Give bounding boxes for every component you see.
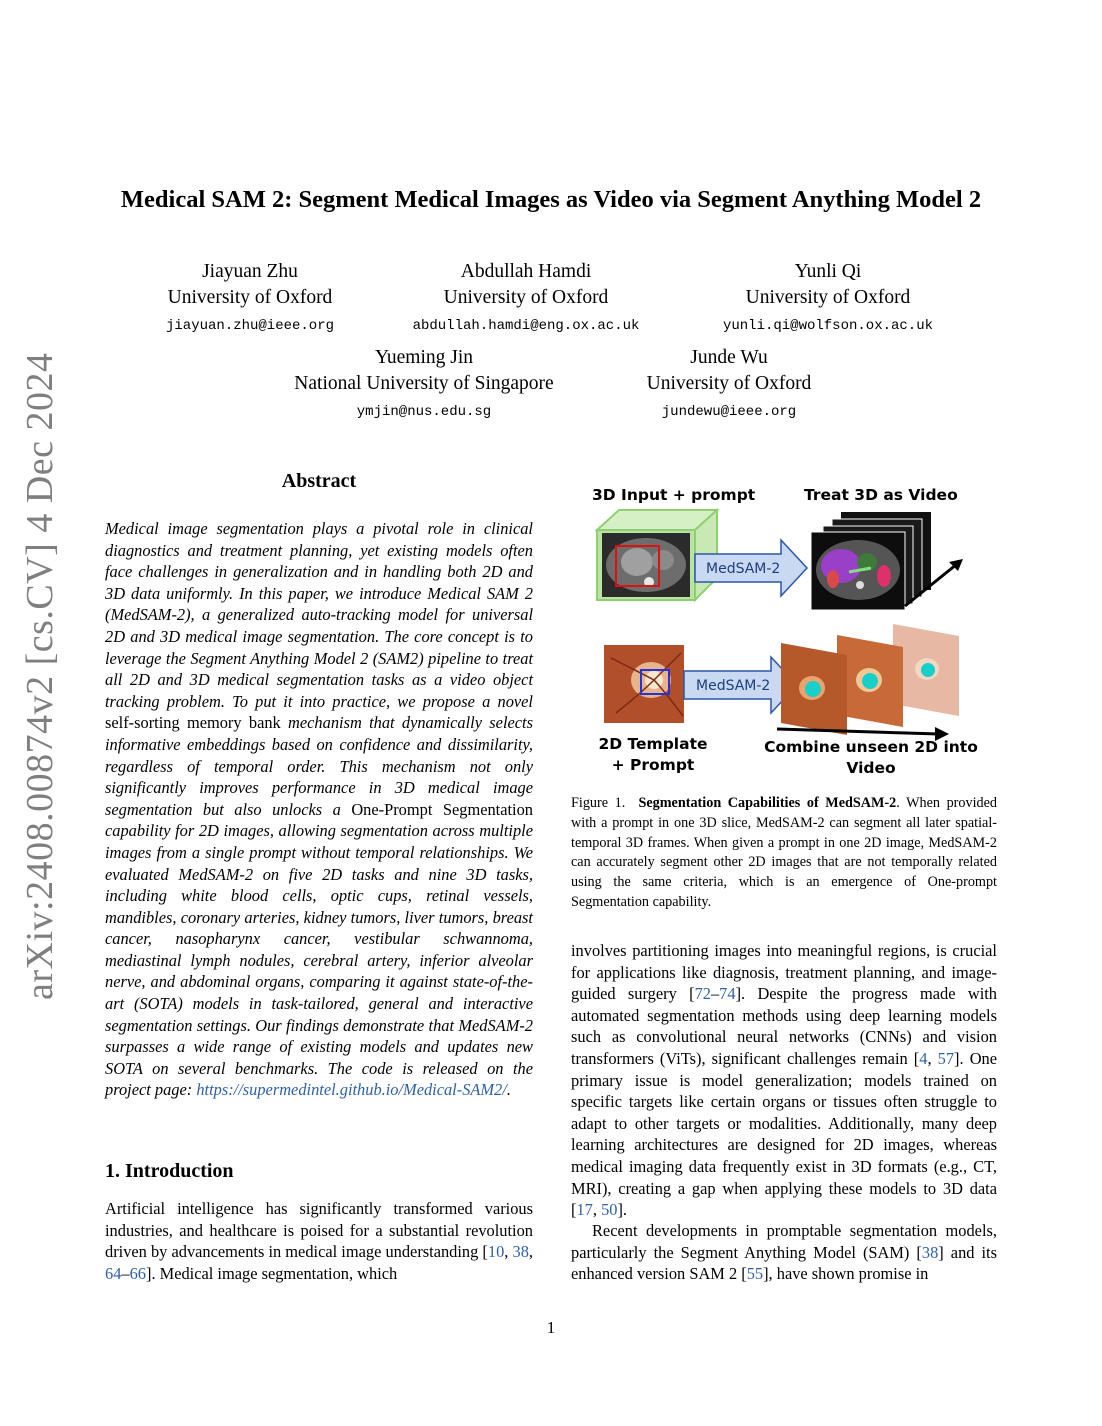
- author-email: ymjin@nus.edu.sg: [356, 404, 492, 420]
- abstract-text: Medical image segmentation plays a pivotal role in clinical diagnostics and treatment planning, yet existing models often face challenges in generalization and in handling both 2D and 3D data uniformly. In this paper, we introduce Medical SAM 2 (MedSAM-2), a generalized auto-tracking model for universal 2D and 3D medical image segmentation. The core concept is to leverage the Segment Anything Model 2 (SAM2) pipeline to treat all 2D and 3D medical segmentation tasks as a video object tracking problem. To put it into practice, we propose a novel self-sorting memory bank mechanism that dynamically selects informative embeddings based on confidence and dissimilarity, regardless of temporal order. This mechanism not only significantly improves performance in 3D medical image segmentation but also unlocks a One-Prompt Segmentation capability for 2D images, allowing segmentation across multiple images from a single prompt without temporal relationships. We evaluated MedSAM-2 on five 2D tasks and nine 3D tasks, including white blood cells, optic cups, retinal vessels, mandibles, coronary arteries, kidney tumors, liver tumors, breast cancer, nasopharynx cancer, vestibular schwannoma, mediastinal lymph nodules, cerebral artery, inferior alveolar nerve, and abdominal organs, comparing it against state-of-the-art (SOTA) models in task-tailored, general and interactive segmentation settings. Our findings demonstrate that MedSAM-2 surpasses a wide range of existing models and updates new SOTA on several benchmarks. The code is released on the project page: https://supermedintel.github.io/Medical-SAM2/.: [105, 519, 533, 1100]
- citation-link[interactable]: 66: [129, 1263, 146, 1283]
- segmented-ct-stack: [811, 512, 931, 610]
- intro-paragraph-right: involves partitioning images into meaningful regions, is crucial for applications like diagnosis, treatment planning, and image-guided surgery [72–74]. Despite the progress made with automated segmentation methods using deep learning models such as convolutional neural networks (CNNs) and vision transformers (ViTs), significant challenges remain [4, 57]. One primary issue is model generalization; models trained on specific targets like certain organs or tissues often struggle to adapt to other targets or modalities. Additionally, many deep learning architectures are designed for 2D images, whereas medical imaging data frequently exist in 3D formats (e.g., CT, MRI), creating a gap when applying these models to 3D data [17, 50].: [571, 941, 997, 1220]
- author-name: Junde Wu: [690, 347, 768, 368]
- author-affiliation: University of Oxford: [443, 287, 609, 308]
- citation-link[interactable]: 38: [512, 1242, 529, 1262]
- intro-heading: 1. Introduction: [105, 1160, 234, 1182]
- label-combine-2d: Combine unseen 2D into: [764, 738, 978, 756]
- author-name: Yunli Qi: [794, 261, 862, 282]
- author-affiliation: University of Oxford: [646, 373, 812, 394]
- label-2d-template-prompt: + Prompt: [611, 756, 695, 774]
- retina-frame: [781, 643, 847, 735]
- author-name: Yueming Jin: [374, 347, 474, 368]
- author-name: Jiayuan Zhu: [202, 261, 298, 282]
- citation-link[interactable]: 57: [937, 1048, 955, 1068]
- citation-link[interactable]: 50: [601, 1200, 618, 1220]
- caption-title: Segmentation Capabilities of MedSAM-2: [638, 795, 897, 811]
- author-block: [620, 345, 838, 427]
- label-3d-input: 3D Input + prompt: [592, 486, 756, 504]
- author-block: [268, 345, 580, 427]
- citation-link[interactable]: 38: [921, 1242, 939, 1262]
- citation-link[interactable]: 10: [487, 1242, 505, 1262]
- label-treat-3d-as-video: Treat 3D as Video: [804, 486, 958, 504]
- intro-paragraph-left: Artificial intelligence has significantly transformed various industries, and healthcare is poised for a substantial revolution driven by advancements in medical image understanding [10, 38, 64–66]. Medical image segmentation, which: [105, 1199, 533, 1283]
- author-email: jundewu@ieee.org: [661, 404, 797, 420]
- author-email: jiayuan.zhu@ieee.org: [165, 318, 335, 334]
- author-affiliation: University of Oxford: [167, 287, 333, 308]
- citation-link[interactable]: 55: [746, 1264, 764, 1284]
- citation-link[interactable]: 72: [694, 984, 711, 1004]
- medsam2-arrow: [684, 657, 797, 713]
- author-name: Abdullah Hamdi: [460, 261, 592, 282]
- author-block: [380, 259, 672, 341]
- citation-link[interactable]: 74: [719, 984, 736, 1004]
- term-memory-bank: self-sorting memory bank: [105, 713, 281, 733]
- author-block: [130, 259, 370, 341]
- figure-1-caption: Figure 1. Segmentation Capabilities of MedSAM-2. When provided with a prompt in one 3D slice, MedSAM-2 can segment all later spatial-temporal 3D frames. When given a prompt in one 2D image, MedSAM-2 can accurately segment other 2D images that are not temporally related using the same criteria, which is an emergence of One-prompt Segmentation capability.: [571, 795, 998, 910]
- author-email: yunli.qi@wolfson.ox.ac.uk: [722, 318, 934, 334]
- author-affiliation: National University of Singapore: [294, 373, 554, 394]
- citation-link[interactable]: 64: [105, 1263, 122, 1283]
- figure-1: [571, 478, 981, 784]
- intro-paragraph-right-2: Recent developments in promptable segmentation models, particularly the Segment Anything Model (SAM) [38] and its enhanced version SAM 2 [55], have shown promise in: [571, 1221, 997, 1284]
- label-combine-video: Video: [846, 759, 896, 777]
- author-email: abdullah.hamdi@eng.ox.ac.uk: [412, 318, 640, 334]
- svg-text:MedSAM-2: MedSAM-2: [706, 561, 781, 577]
- paper-title: Medical SAM 2: Segment Medical Images as Video via Segment Anything Model 2: [120, 186, 982, 213]
- term-one-prompt: One-Prompt Segmentation: [351, 799, 533, 819]
- author-affiliation: University of Oxford: [745, 287, 911, 308]
- citation-link[interactable]: 17: [576, 1200, 593, 1220]
- label-2d-template: 2D Template: [598, 735, 708, 753]
- retina-template: [604, 645, 684, 723]
- arxiv-sidebar-stamp: arXiv:2408.00874v2 [cs.CV] 4 Dec 2024: [19, 352, 61, 1000]
- page-number: 1: [546, 1318, 556, 1337]
- abstract-heading: Abstract: [281, 470, 357, 492]
- author-block: [690, 259, 966, 341]
- project-page-link[interactable]: https://supermedintel.github.io/Medical-SAM2/: [196, 1080, 507, 1100]
- svg-text:MedSAM-2: MedSAM-2: [696, 678, 771, 694]
- citation-link[interactable]: 4: [919, 1048, 928, 1068]
